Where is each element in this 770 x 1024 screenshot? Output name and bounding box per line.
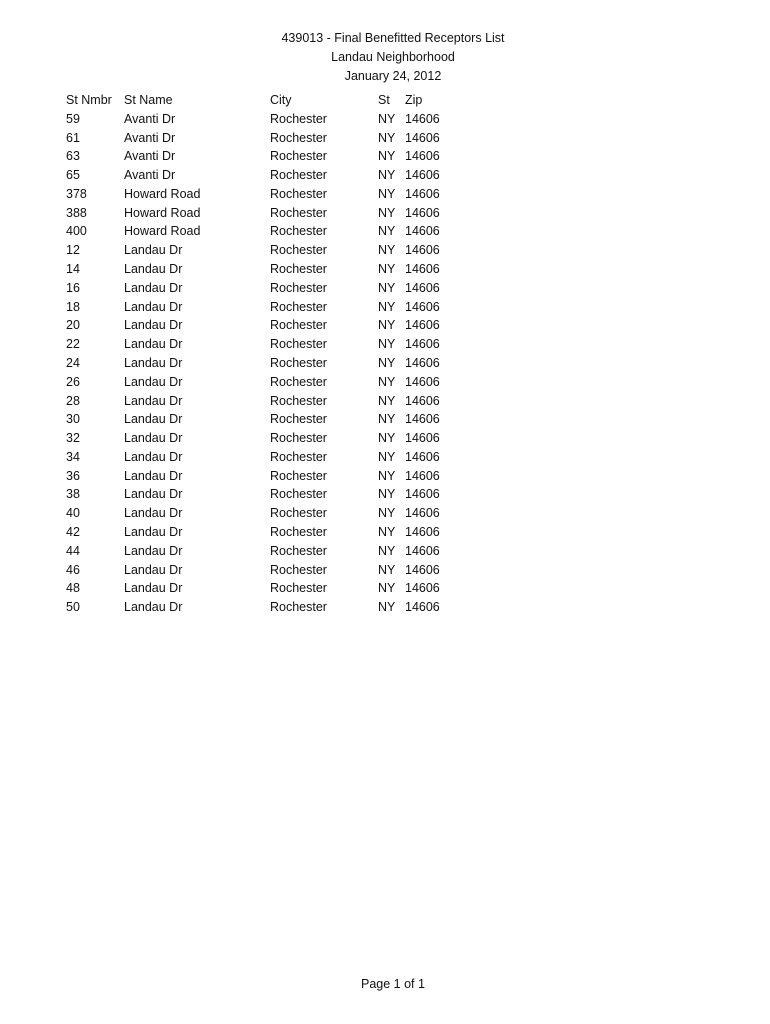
cell-zip: 14606 [405,412,440,427]
table-row [66,373,455,392]
cell-st-name: Landau Dr [124,449,183,464]
cell-st-name: Landau Dr [124,374,183,389]
cell-st-nmbr: 30 [66,412,80,427]
cell-st: NY [378,506,396,521]
cell-city: Rochester [270,355,327,370]
table-row [66,429,455,448]
cell-city: Rochester [270,600,327,615]
cell-st-name: Avanti Dr [124,111,176,126]
cell-st-name: Landau Dr [124,468,183,483]
cell-st-nmbr: 12 [66,243,80,258]
cell-zip: 14606 [405,130,440,145]
cell-city: Rochester [270,111,327,126]
document-title: 439013 - Final Benefitted Receptors List [281,31,505,45]
cell-st-nmbr: 40 [66,506,80,521]
cell-st-nmbr: 16 [66,280,80,295]
cell-st-nmbr: 44 [66,543,80,558]
table-row [66,354,455,373]
receptors-table [66,91,455,617]
cell-st-name: Landau Dr [124,337,183,352]
cell-st-name: Landau Dr [124,412,183,427]
cell-st: NY [378,205,396,220]
cell-zip: 14606 [405,186,440,201]
table-row [66,485,455,504]
cell-st-nmbr: 63 [66,149,80,164]
cell-city: Rochester [270,449,327,464]
cell-city: Rochester [270,581,327,596]
cell-city: Rochester [270,487,327,502]
cell-city: Rochester [270,524,327,539]
cell-city: Rochester [270,393,327,408]
cell-st-name: Landau Dr [124,431,183,446]
cell-st-name: Landau Dr [124,487,183,502]
cell-zip: 14606 [405,543,440,558]
table-row [66,561,455,580]
cell-st: NY [378,168,396,183]
table-row [66,185,455,204]
cell-st-nmbr: 59 [66,111,80,126]
cell-st: NY [378,224,396,239]
table-row [66,392,455,411]
cell-st-nmbr: 50 [66,600,80,615]
cell-city: Rochester [270,299,327,314]
cell-st-nmbr: 388 [66,205,87,220]
cell-st-nmbr: 32 [66,431,80,446]
cell-st-name: Howard Road [124,186,201,201]
cell-st: NY [378,524,396,539]
cell-city: Rochester [270,243,327,258]
cell-city: Rochester [270,562,327,577]
cell-city: Rochester [270,412,327,427]
cell-zip: 14606 [405,374,440,389]
cell-st: NY [378,130,396,145]
cell-city: Rochester [270,262,327,277]
cell-st-name: Howard Road [124,205,201,220]
cell-city: Rochester [270,130,327,145]
table-row [66,279,455,298]
cell-st-name: Avanti Dr [124,130,176,145]
table-row [66,598,455,617]
cell-st-nmbr: 28 [66,393,80,408]
table-row [66,204,455,223]
cell-st-name: Landau Dr [124,543,183,558]
cell-st-nmbr: 46 [66,562,80,577]
cell-st: NY [378,487,396,502]
cell-st-nmbr: 38 [66,487,80,502]
cell-st: NY [378,280,396,295]
table-row [66,166,455,185]
cell-st-name: Landau Dr [124,506,183,521]
cell-zip: 14606 [405,355,440,370]
table-row [66,129,455,148]
page-number: Page 1 of 1 [361,977,425,991]
cell-st: NY [378,318,396,333]
cell-st-name: Howard Road [124,224,201,239]
cell-st: NY [378,449,396,464]
cell-city: Rochester [270,543,327,558]
cell-st-name: Landau Dr [124,262,183,277]
cell-zip: 14606 [405,318,440,333]
cell-st: NY [378,431,396,446]
document-header [0,29,770,86]
table-row [66,147,455,166]
cell-st: NY [378,262,396,277]
cell-city: Rochester [270,468,327,483]
cell-st: NY [378,299,396,314]
cell-st-nmbr: 18 [66,299,80,314]
cell-zip: 14606 [405,111,440,126]
table-row [66,298,455,317]
cell-st: NY [378,600,396,615]
cell-st: NY [378,337,396,352]
cell-st: NY [378,374,396,389]
cell-zip: 14606 [405,262,440,277]
table-body [66,110,455,617]
cell-zip: 14606 [405,600,440,615]
cell-zip: 14606 [405,562,440,577]
cell-city: Rochester [270,168,327,183]
column-header-st: St [378,93,390,107]
document-date: January 24, 2012 [344,69,442,83]
cell-st: NY [378,581,396,596]
cell-st: NY [378,186,396,201]
cell-st-nmbr: 26 [66,374,80,389]
cell-st: NY [378,412,396,427]
cell-st-name: Landau Dr [124,299,183,314]
cell-city: Rochester [270,149,327,164]
cell-city: Rochester [270,224,327,239]
cell-zip: 14606 [405,449,440,464]
cell-st-name: Landau Dr [124,600,183,615]
table-row [66,241,455,260]
cell-st-nmbr: 14 [66,262,80,277]
cell-st-nmbr: 400 [66,224,87,239]
cell-st: NY [378,543,396,558]
table-row [66,504,455,523]
column-header-city: City [270,93,292,107]
cell-st-name: Landau Dr [124,355,183,370]
cell-zip: 14606 [405,205,440,220]
table-row [66,523,455,542]
cell-city: Rochester [270,186,327,201]
table-row [66,316,455,335]
cell-st-nmbr: 42 [66,524,80,539]
table-row [66,448,455,467]
cell-zip: 14606 [405,581,440,596]
table-row [66,542,455,561]
cell-st: NY [378,243,396,258]
cell-st-name: Avanti Dr [124,149,176,164]
cell-zip: 14606 [405,299,440,314]
cell-st-name: Avanti Dr [124,168,176,183]
cell-zip: 14606 [405,468,440,483]
cell-st-name: Landau Dr [124,393,183,408]
cell-zip: 14606 [405,224,440,239]
cell-zip: 14606 [405,168,440,183]
column-header-zip: Zip [405,93,423,107]
cell-st-name: Landau Dr [124,524,183,539]
cell-city: Rochester [270,280,327,295]
cell-st-name: Landau Dr [124,581,183,596]
cell-st-nmbr: 61 [66,130,80,145]
table-row [66,467,455,486]
table-row [66,260,455,279]
table-row [66,110,455,129]
cell-st-nmbr: 24 [66,355,80,370]
cell-st-nmbr: 65 [66,168,80,183]
cell-city: Rochester [270,431,327,446]
table-header-row [66,91,455,110]
cell-st: NY [378,468,396,483]
cell-st-nmbr: 34 [66,449,80,464]
cell-zip: 14606 [405,243,440,258]
cell-city: Rochester [270,205,327,220]
cell-city: Rochester [270,374,327,389]
table-row [66,335,455,354]
cell-city: Rochester [270,318,327,333]
cell-st-name: Landau Dr [124,562,183,577]
table-row [66,579,455,598]
cell-zip: 14606 [405,393,440,408]
cell-zip: 14606 [405,337,440,352]
cell-st: NY [378,562,396,577]
cell-st-name: Landau Dr [124,243,183,258]
cell-st: NY [378,393,396,408]
cell-st-nmbr: 48 [66,581,80,596]
cell-zip: 14606 [405,280,440,295]
cell-st-nmbr: 22 [66,337,80,352]
cell-st-nmbr: 36 [66,468,80,483]
cell-zip: 14606 [405,506,440,521]
column-header-st-name: St Name [124,93,173,107]
cell-st-nmbr: 378 [66,186,87,201]
cell-st-name: Landau Dr [124,280,183,295]
cell-st: NY [378,149,396,164]
table-row [66,222,455,241]
table-row [66,410,455,429]
cell-st: NY [378,355,396,370]
cell-zip: 14606 [405,524,440,539]
cell-zip: 14606 [405,149,440,164]
cell-zip: 14606 [405,487,440,502]
cell-st: NY [378,111,396,126]
document-subtitle: Landau Neighborhood [331,50,455,64]
column-header-st-nmbr: St Nmbr [66,93,112,107]
cell-st-name: Landau Dr [124,318,183,333]
cell-zip: 14606 [405,431,440,446]
cell-city: Rochester [270,337,327,352]
cell-st-nmbr: 20 [66,318,80,333]
cell-city: Rochester [270,506,327,521]
